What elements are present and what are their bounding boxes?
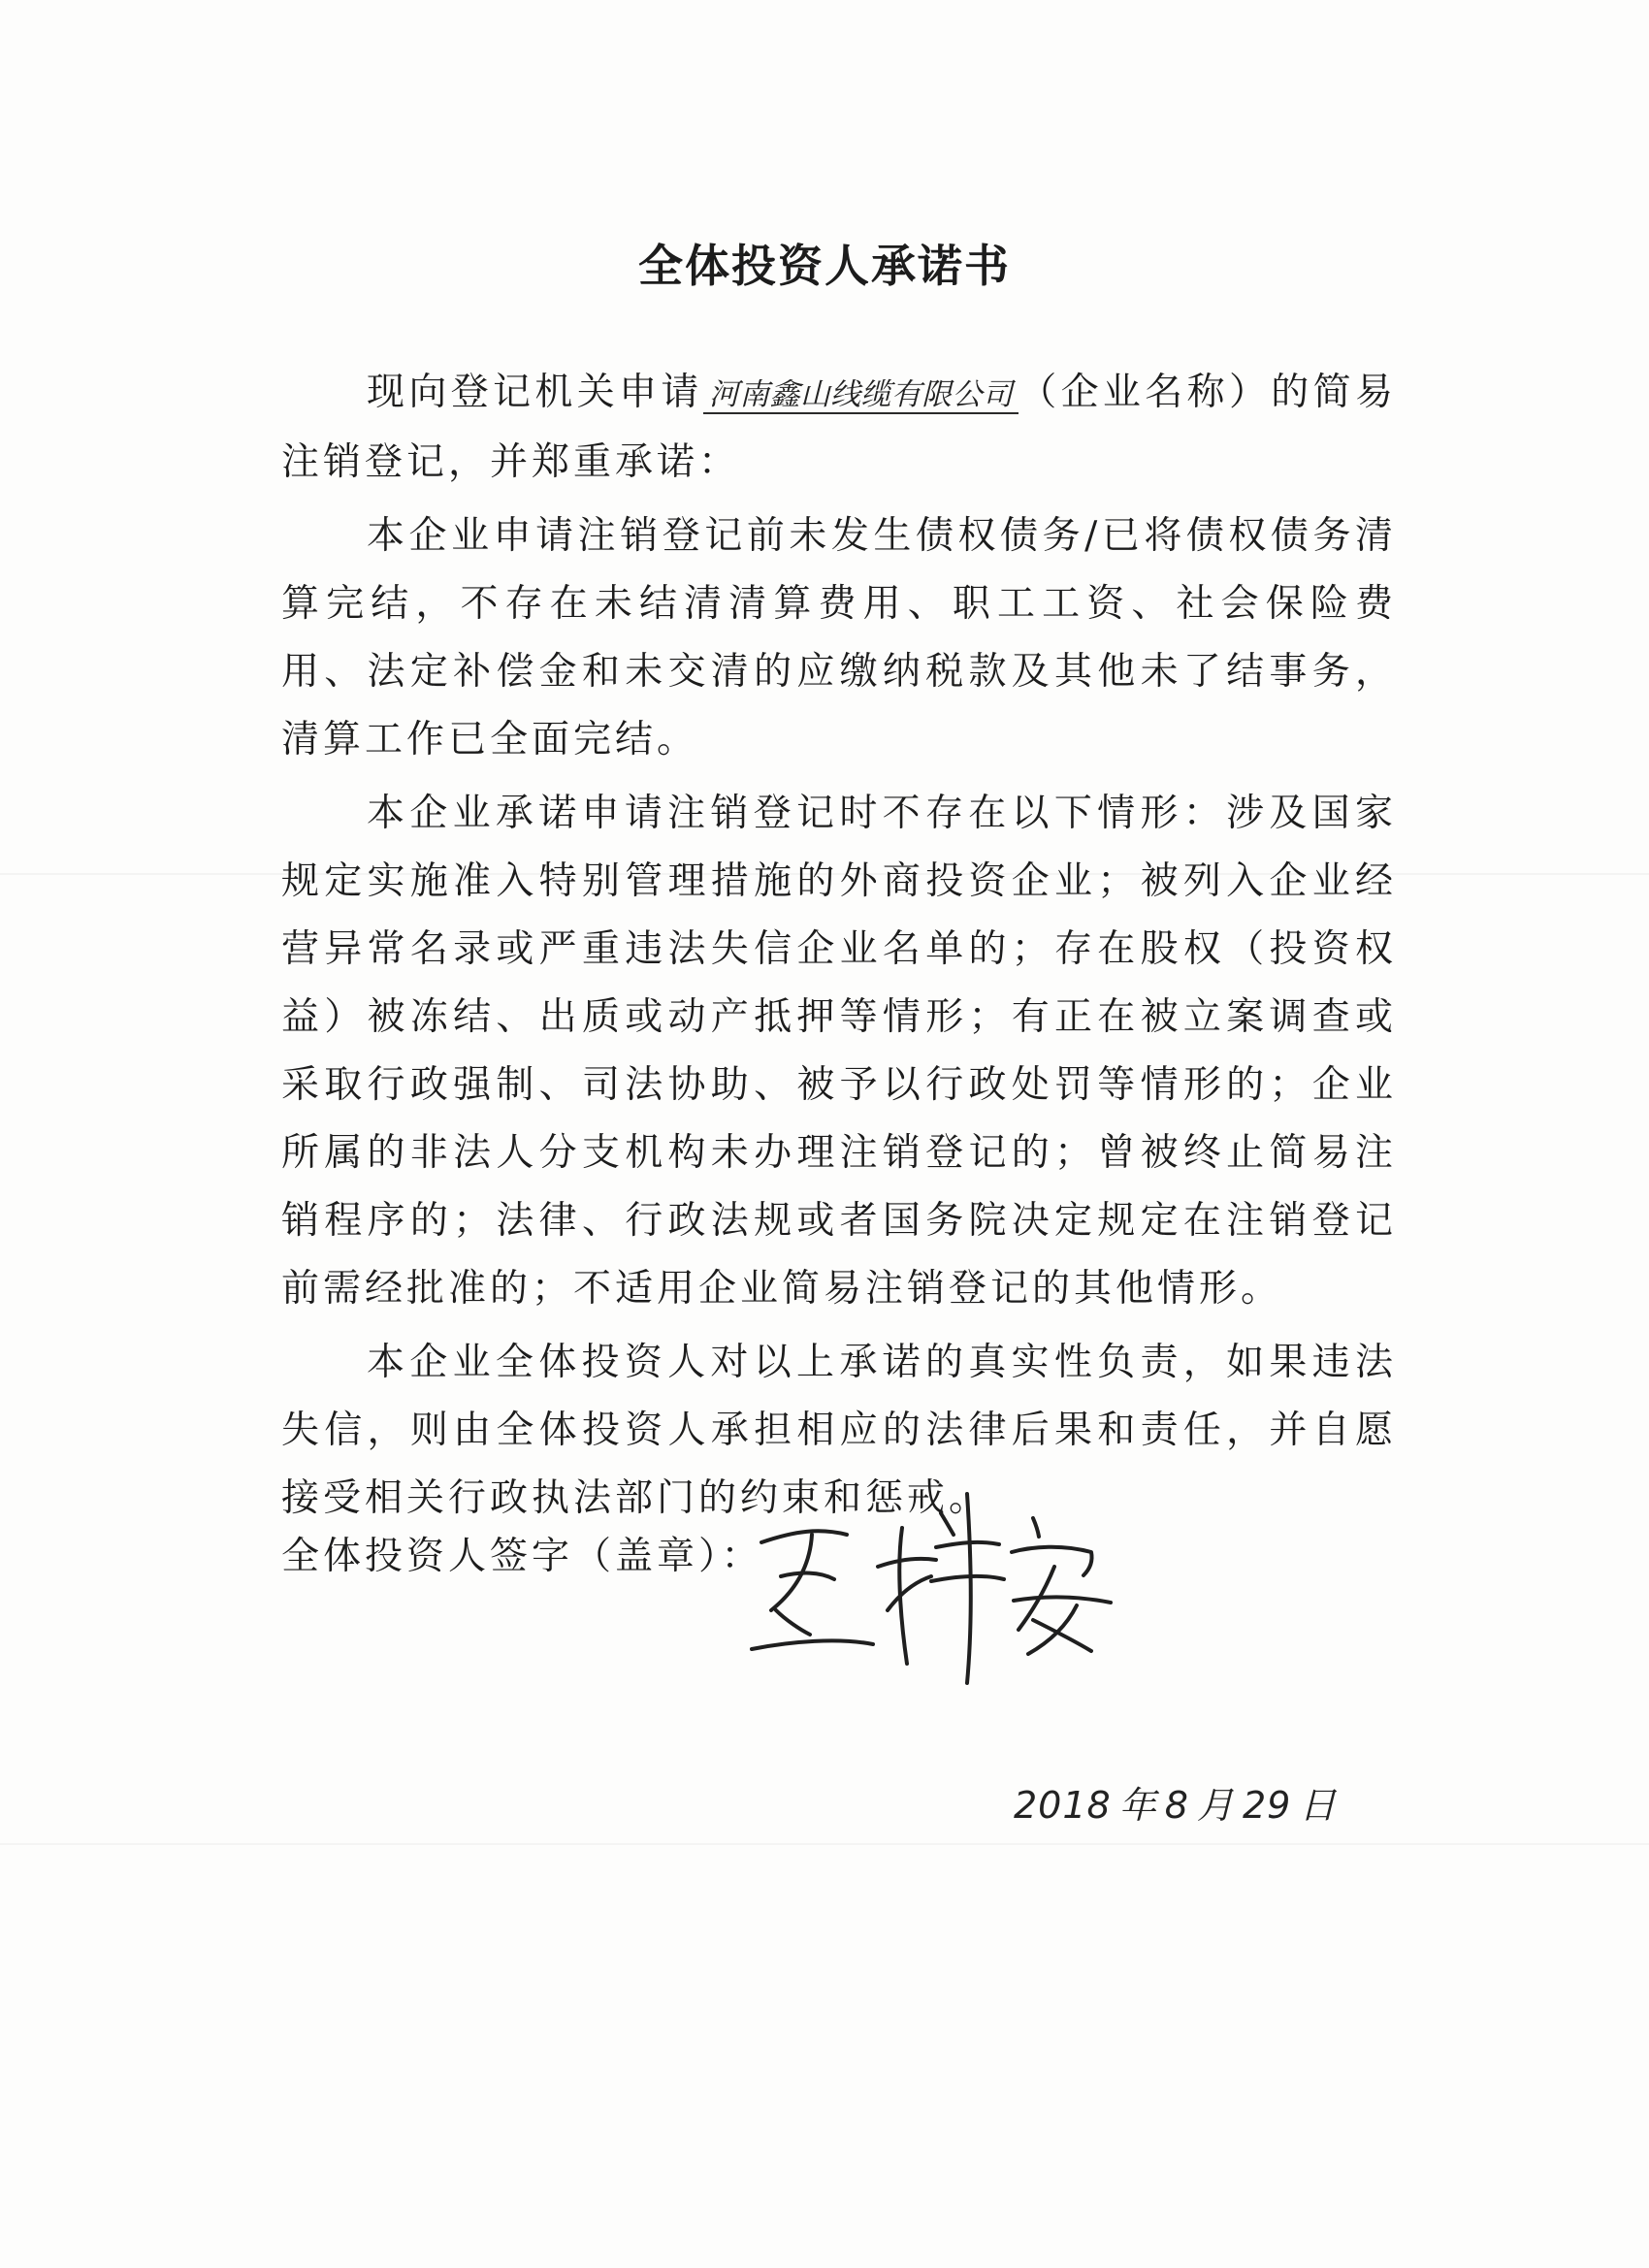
paragraph-4: 本企业全体投资人对以上承诺的真实性负责，如果违法失信，则由全体投资人承担相应的法律后果和责任，并自愿接受相关行政执法部门的约束和惩戒。: [281, 1341, 1397, 1520]
paper-fold-line: [0, 1843, 1649, 1845]
para1-prefix: 现向登记机关申请: [367, 371, 703, 414]
date-day-unit: 日: [1299, 1784, 1338, 1827]
document-title: 全体投资人承诺书: [638, 240, 1011, 292]
date-month-unit: 月: [1196, 1784, 1235, 1827]
signing-date: [1014, 1775, 1344, 1829]
handwritten-company-name: 河南鑫山线缆有限公司: [703, 377, 1018, 414]
paragraph-1: [281, 359, 1397, 497]
paragraph-3: 本企业承诺申请注销登记时不存在以下情形：涉及国家规定实施准入特别管理措施的外商投资企业；被列入企业经营异常名录或严重违法失信企业名单的；存在股权（投资权益）被冻结、出质或动产抵押等情形；有正在被立案调查或采取行政强制、司法协助、被予以行政处罚等情形的；企业所属的非法人分支机构未办理注销登记的；曾被终止简易注销程序的；法律、行政法规或者国务院决定规定在注销登记前需经批准的；不适用企业简易注销登记的其他情形。: [281, 792, 1397, 1311]
date-year-unit: 年: [1118, 1784, 1157, 1827]
para1-suffix: （企业名称）的简易注销登记，并郑重承诺：: [281, 371, 1397, 484]
signature-label: 全体投资人签字（盖章）：: [281, 1535, 763, 1578]
date-month: 8: [1164, 1784, 1189, 1827]
paragraph-2: 本企业申请注销登记前未发生债权债务/已将债权债务清算完结，不存在未结清清算费用、职工工资、社会保险费用、法定补偿金和未交清的应缴纳税款及其他未了结事务，清算工作已全面完结。: [281, 514, 1397, 761]
date-year: 2018: [1014, 1784, 1112, 1827]
handwritten-signature-image: [742, 1474, 1130, 1698]
document-body: [281, 359, 1397, 1539]
date-day: 29: [1242, 1784, 1292, 1827]
